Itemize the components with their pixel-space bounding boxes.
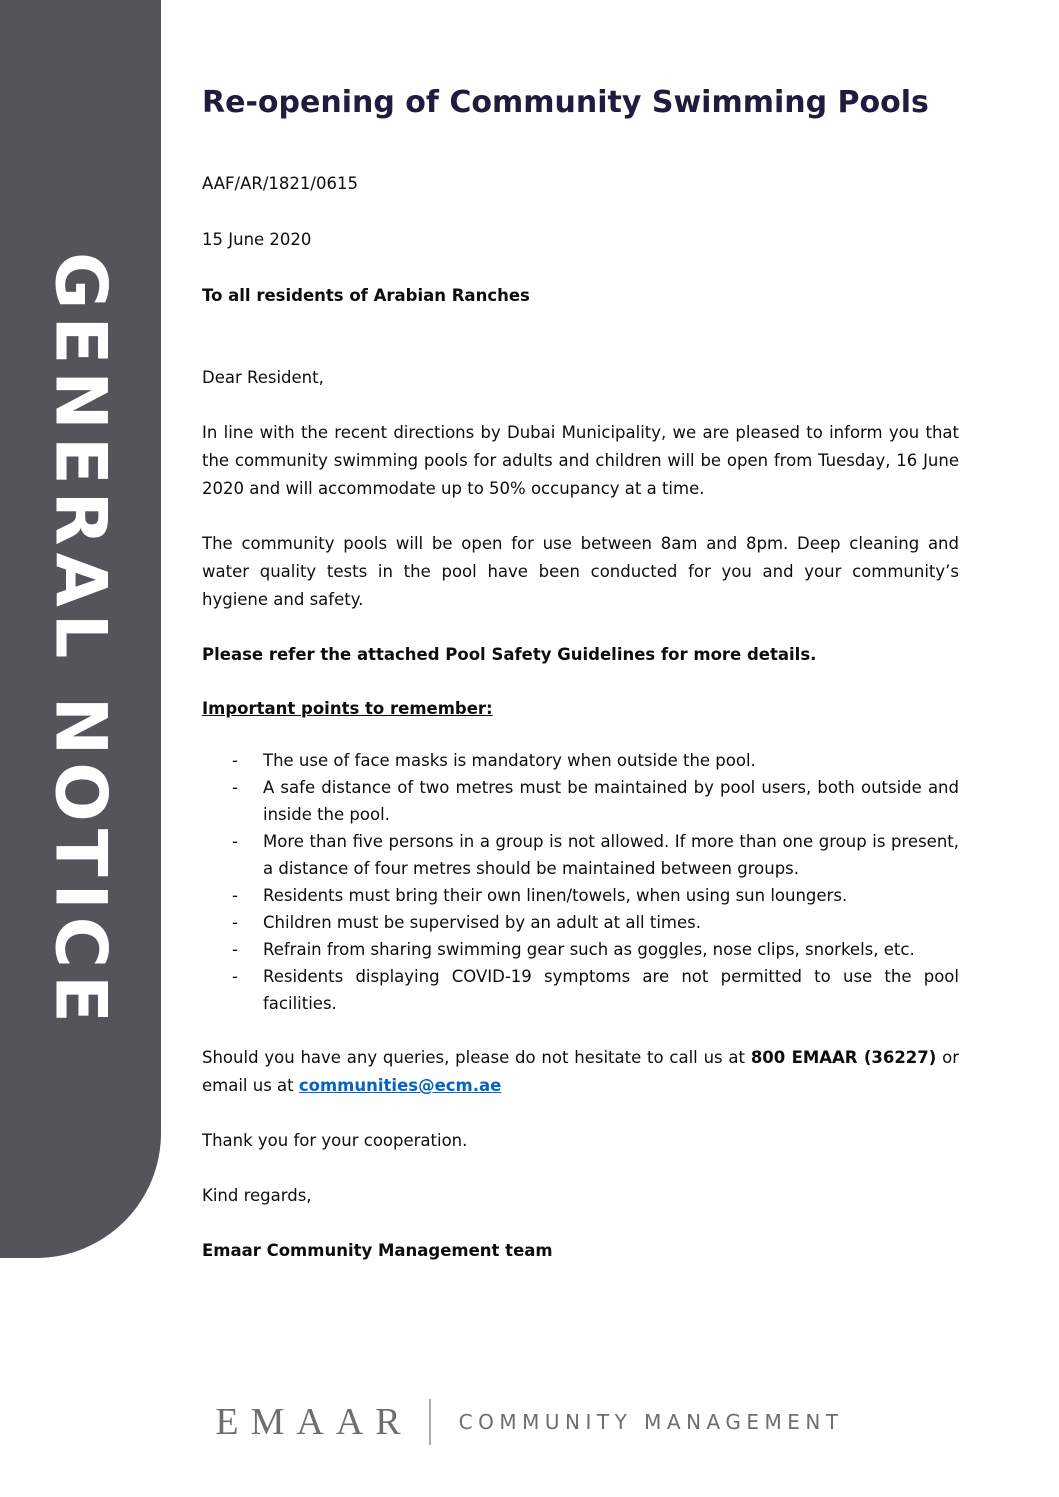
point-text: Residents must bring their own linen/towels, when using sun loungers. <box>263 886 848 905</box>
point-text: A safe distance of two metres must be maintained by pool users, both outside and inside the pool. <box>263 778 959 824</box>
signature-line: Emaar Community Management team <box>202 1241 553 1260</box>
paragraph-hours: The community pools will be open for use between 8am and 8pm. Deep cleaning and water quality tests in the pool have been conducted for you and your community’s hygiene and safety. <box>202 534 959 609</box>
point-text: Children must be supervised by an adult at all times. <box>263 913 701 932</box>
recipient-line: To all residents of Arabian Ranches <box>202 286 530 305</box>
dash-bullet: - <box>232 913 238 932</box>
point-item <box>202 747 959 774</box>
point-text: The use of face masks is mandatory when outside the pool. <box>263 751 756 770</box>
point-text: More than five persons in a group is not allowed. If more than one group is present, a distance of four metres should be maintained between groups. <box>263 832 959 878</box>
point-item <box>202 882 959 909</box>
point-item <box>202 909 959 936</box>
queries-text: Should you have any queries, please do not hesitate to call us at <box>202 1048 751 1067</box>
footer-divider <box>429 1399 431 1445</box>
point-text: Residents displaying COVID-19 symptoms are not permitted to use the pool facilities. <box>263 967 959 1013</box>
queries-connector: or email us at <box>202 1048 959 1095</box>
point-item <box>202 828 959 882</box>
reference-number: AAF/AR/1821/0615 <box>202 174 358 193</box>
dash-bullet: - <box>232 778 238 797</box>
email-link[interactable]: communities@ecm.ae <box>298 1076 502 1095</box>
banner-label: GENERAL NOTICE <box>39 252 122 1030</box>
dash-bullet: - <box>232 967 238 986</box>
dash-bullet: - <box>232 886 238 905</box>
regards-line: Kind regards, <box>202 1186 312 1205</box>
point-text: Refrain from sharing swimming gear such as goggles, nose clips, snorkels, etc. <box>263 940 915 959</box>
queries-paragraph <box>202 1044 959 1100</box>
salutation: Dear Resident, <box>202 368 324 387</box>
letter-title: Re-opening of Community Swimming Pools <box>202 85 929 120</box>
letter-body <box>202 0 959 1265</box>
dash-bullet: - <box>232 751 238 770</box>
point-item <box>202 963 959 1017</box>
point-item <box>202 774 959 828</box>
division-label: COMMUNITY MANAGEMENT <box>458 1410 844 1434</box>
emaar-logo: EMAAR <box>215 1401 413 1443</box>
points-list <box>202 747 959 1017</box>
thanks-line: Thank you for your cooperation. <box>202 1131 468 1150</box>
dash-bullet: - <box>232 940 238 959</box>
dash-bullet: - <box>232 832 238 851</box>
points-heading: Important points to remember: <box>202 699 493 718</box>
general-notice-banner <box>0 0 161 1258</box>
point-item <box>202 936 959 963</box>
paragraph-opening: In line with the recent directions by Dubai Municipality, we are pleased to inform you that the community swimming pools for adults and children will be open from Tuesday, 16 June 2020 and will accommodate up to 50% occupancy at a time. <box>202 423 959 498</box>
phone-number: 800 EMAAR (36227) <box>750 1048 937 1067</box>
guidelines-note: Please refer the attached Pool Safety Guidelines for more details. <box>202 645 817 664</box>
footer-logo <box>0 1399 1059 1445</box>
letter-date: 15 June 2020 <box>202 230 312 249</box>
